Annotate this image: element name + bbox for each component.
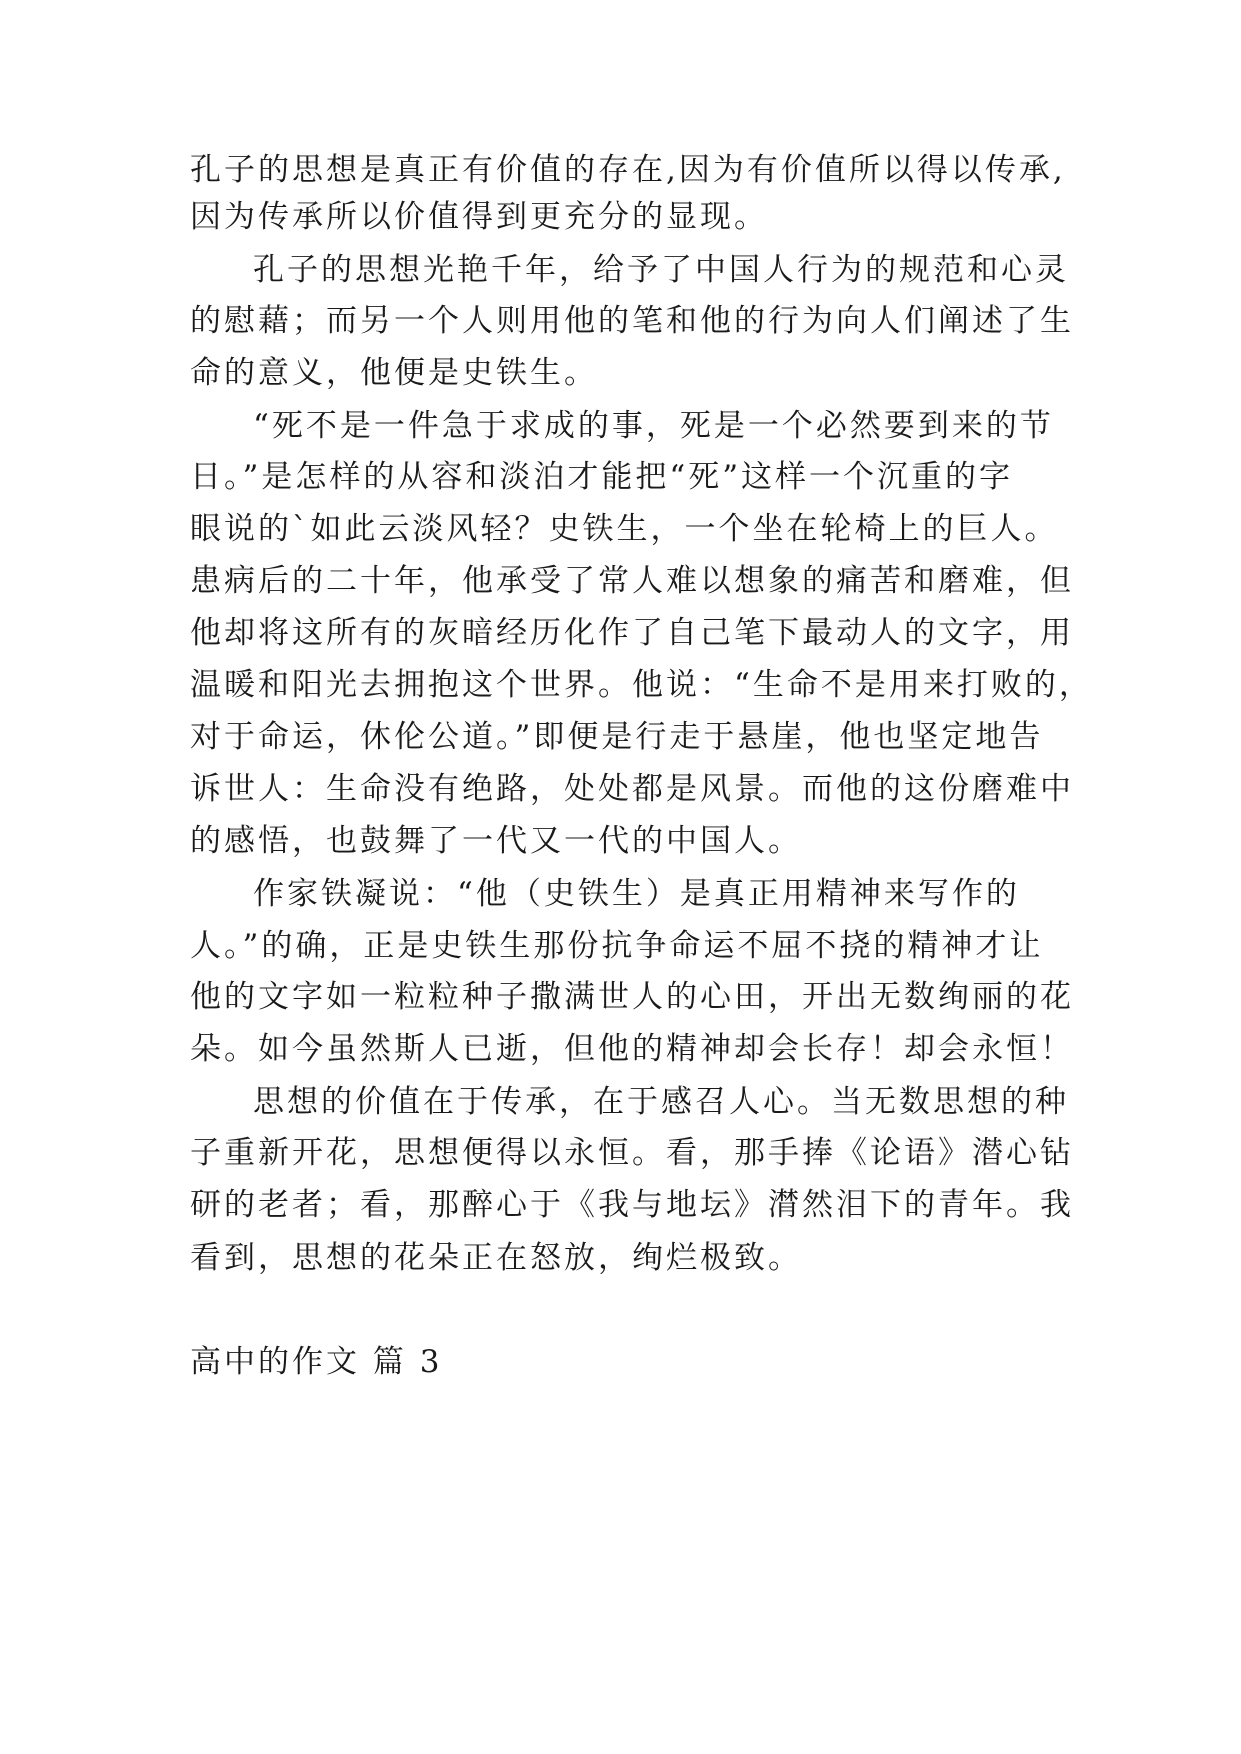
paragraph-start-line: 思想的价值在于传承，在于感召人心。当无数思想的种 (253, 1084, 1069, 1120)
text-line: 的感悟，也鼓舞了一代又一代的中国人。 (190, 823, 802, 859)
section-title: 高中的作文 篇 3 (190, 1344, 443, 1380)
text-line: 对于命运，休伦公道。”即便是行走于悬崖，他也坚定地告 (190, 719, 1044, 755)
paragraph-start-line: 作家铁凝说：“他（史铁生）是真正用精神来写作的 (253, 876, 1020, 912)
text-line: 人。”的确，正是史铁生那份抗争命运不屈不挠的精神才让 (190, 928, 1044, 964)
text-line: 温暖和阳光去拥抱这个世界。他说：“生命不是用来打败的， (190, 667, 1093, 703)
paragraph-start-line: 孔子的思想光艳千年，给予了中国人行为的规范和心灵 (253, 252, 1069, 288)
text-line: 日。”是怎样的从容和淡泊才能把“死”这样一个沉重的字 (190, 459, 1014, 495)
text-line: 他的文字如一粒粒种子撒满世人的心田，开出无数绚丽的花 (190, 979, 1074, 1015)
text-line: 眼说的`如此云淡风轻？史铁生，一个坐在轮椅上的巨人。 (190, 511, 1059, 547)
text-line: 他却将这所有的灰暗经历化作了自己笔下最动人的文字，用 (190, 615, 1074, 651)
text-line: 朵。如今虽然斯人已逝，但他的精神却会长存！却会永恒！ (190, 1031, 1074, 1067)
text-line: 因为传承所以价值得到更充分的显现。 (190, 199, 768, 235)
text-line: 研的老者；看，那醉心于《我与地坛》潸然泪下的青年。我 (190, 1187, 1074, 1223)
text-line: 患病后的二十年，他承受了常人难以想象的痛苦和磨难，但 (190, 563, 1074, 599)
text-line: 孔子的思想是真正有价值的存在,因为有价值所以得以传承, (190, 152, 1066, 188)
text-line: 看到，思想的花朵正在怒放，绚烂极致。 (190, 1240, 802, 1276)
text-line: 命的意义，他便是史铁生。 (190, 355, 598, 391)
text-line: 子重新开花，思想便得以永恒。看，那手捧《论语》潜心钻 (190, 1135, 1074, 1171)
text-line: 诉世人：生命没有绝路，处处都是风景。而他的这份磨难中 (190, 771, 1074, 807)
text-line: 的慰藉；而另一个人则用他的笔和他的行为向人们阐述了生 (190, 303, 1074, 339)
paragraph-start-line: “死不是一件急于求成的事，死是一个必然要到来的节 (253, 408, 1054, 444)
